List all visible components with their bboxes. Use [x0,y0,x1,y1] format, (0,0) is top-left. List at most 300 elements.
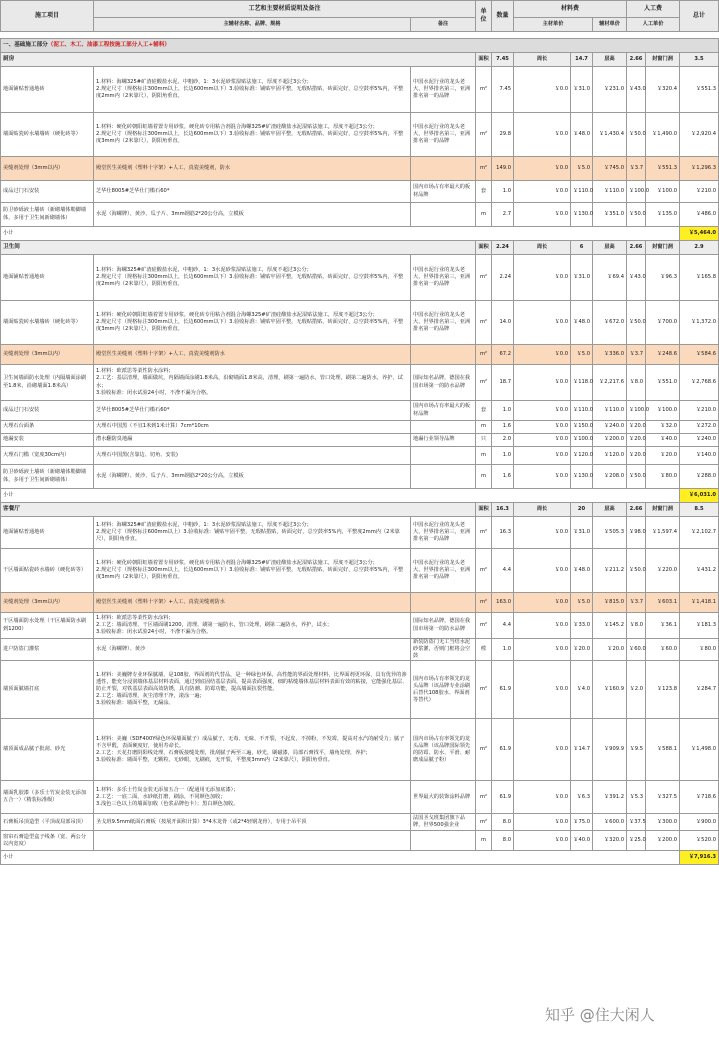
item-labor-price: ￥9.5 [627,719,646,781]
item-row [1,447,719,465]
header-project: 施工项目 [1,1,94,32]
item-qty: 61.9 [492,719,514,781]
item-labor-subtotal: ￥1,490.0 [646,113,680,157]
item-aux-price: ￥5.0 [571,157,593,181]
item-labor-price: ￥20.0 [627,447,646,465]
item-name: 窗帘石膏造型盒子线条（宽、两公分以内宽度） [1,831,94,851]
item-total: ￥210.0 [680,181,719,203]
room-perimeter-label: 周长 [514,53,571,67]
item-name: 地面铺贴普通地砖 [1,67,94,113]
item-row [1,517,719,549]
item-note [411,593,476,613]
item-name: 墙顶面腻墙打底 [1,661,94,719]
item-description: 1.材料：美巍牌专业环保腻墙，是108胶、界面剂的代替品，是一种绿色环保，高性能的界面处理材料，比界面剂更环保，具有优异的渗透性，能充分浸润墙体基层材料表面，通过到底固结基层表面，提高表面强度，细的粘缝墙体基层材料表面有效的粘接，它能强化基层、防止开裂，对铁基层表面高效防锈，具有防潮、防霉功能，提高墙面抗裂性能。 2.工艺：墙面清理，灰尘清理干净，滚涂一遍； 3.验收标准：墙面平整，无漏涂。 [94,661,411,719]
item-main-price: ￥0.0 [514,181,571,203]
item-total: ￥1,372.0 [680,301,719,345]
item-labor-subtotal: ￥36.1 [646,613,680,639]
item-labor-subtotal: ￥20.0 [646,447,680,465]
item-material-subtotal: ￥231.0 [593,67,627,113]
header-material-desc: 主辅材名称、品牌、规格 [94,18,411,32]
item-material-subtotal: ￥120.0 [593,447,627,465]
item-total: ￥1,296.3 [680,157,719,181]
item-labor-price: ￥50.0 [627,465,646,489]
item-labor-price: ￥20.0 [627,421,646,434]
item-unit: 只 [476,434,492,447]
room-height: 2.66 [627,503,646,517]
item-labor-price: ￥3.7 [627,593,646,613]
item-unit: m² [476,781,492,814]
item-unit: m [476,831,492,851]
item-main-price: ￥0.0 [514,814,571,831]
header-process: 工艺和主要材质说明及备注 [94,1,476,18]
item-aux-price: ￥5.0 [571,345,593,365]
item-row [1,549,719,593]
item-description: 1.材料：海螺325#矿渣硅酸盐水泥，中粗砂，1：3水泥砂浆湿贴法施工，厚度不超过3公分； 2.规定尺寸（规格标注600mm以上）3.验收标准：铺贴牢固平整，无瑕贴措贴，砖面完好，总空鼓率5%内，平整度2mm内（2米靠尺），阴阳角垂直。 [94,517,411,549]
item-name: 美缝剂处理（3mm以内） [1,593,94,613]
item-main-price: ￥0.0 [514,421,571,434]
item-description: 圣戈班9.5mm纸面石膏板（按展开面积计算）3*4木龙骨（或2*4轻钢龙骨），专用于吊平顶 [94,814,411,831]
item-labor-price: ￥50.0 [627,113,646,157]
room-subtotal-value: ￥7,916.3 [680,851,719,865]
item-qty: 16.3 [492,517,514,549]
room-height-label: 层高 [593,53,627,67]
item-labor-price: ￥3.7 [627,345,646,365]
item-material-subtotal: ￥208.0 [593,465,627,489]
item-labor-price: ￥60.0 [627,639,646,661]
room-name: 客餐厅 [1,503,476,517]
item-total: ￥165.8 [680,255,719,301]
room-perimeter-label: 周长 [514,503,571,517]
item-row [1,421,719,434]
item-qty: 1.6 [492,465,514,489]
item-note: 国内市场占有率最大的板材品牌 [411,181,476,203]
item-aux-price: ￥14.7 [571,719,593,781]
item-labor-subtotal: ￥200.0 [646,831,680,851]
item-qty: 18.7 [492,365,514,401]
item-unit: 樘 [476,639,492,661]
item-main-price: ￥0.0 [514,719,571,781]
item-labor-subtotal: ￥32.0 [646,421,680,434]
room-door: 3.5 [680,53,719,67]
item-main-price: ￥0.0 [514,465,571,489]
item-labor-subtotal: ￥123.8 [646,661,680,719]
item-aux-price: ￥48.0 [571,113,593,157]
item-labor-price: ￥25.0 [627,831,646,851]
item-description: 1.材料：海螺325#矿渣硅酸盐水泥，中粗砂，1：3水泥砂浆湿贴法施工，厚度不超过3公分； 2.规定尺寸（规格标注300mm以上，长边600mm以下）3.验收标准：铺贴牢固平整，无瑕贴措贴，砖面完好，总空鼓率5%内，平整度2mm内（2米靠尺），阴阳角垂直。 [94,255,411,301]
item-name: 墙面乳胶漆（多乐士竹炭金装无添加五合一）（精装标准级） [1,781,94,814]
item-unit: m² [476,549,492,593]
room-door-label: 封窗门洞 [646,53,680,67]
subtotal-label: 小计 [1,851,680,865]
room-subtotal-row [1,227,719,241]
watermark: 知乎 @住大闲人 [545,1006,655,1024]
item-qty: 2.24 [492,255,514,301]
room-subtotal-row [1,851,719,865]
room-door-label: 封窗门洞 [646,503,680,517]
item-unit: m² [476,113,492,157]
item-description: 1.材料：多乐士竹炭金装无添加五合一（配通用无添加底漆）； 2.工艺：一底二面，水砂纸打磨，刷涂，不同颜色加收； 3.浅色三色以上的墙面加收（色浆品牌色卡）；黑白颜色加收。 [94,781,411,814]
item-aux-price: ￥31.0 [571,67,593,113]
item-material-subtotal: ￥110.0 [593,181,627,203]
item-note: 中国水泥行业的龙头老大，世界排名第三，亚洲排名第一的品牌 [411,549,476,593]
item-labor-subtotal: ￥320.4 [646,67,680,113]
item-material-subtotal: ￥145.2 [593,613,627,639]
item-unit: m [476,447,492,465]
item-unit: m² [476,719,492,781]
item-material-subtotal: ￥351.0 [593,203,627,227]
room-header-row [1,53,719,67]
room-perimeter: 20 [571,503,593,517]
item-note: 新装防盗门无工当结水泥砂浆灌，否则门框将会空鼓 [411,639,476,661]
item-material-subtotal: ￥211.2 [593,549,627,593]
room-height-label: 层高 [593,241,627,255]
item-labor-subtotal: ￥60.0 [646,639,680,661]
item-total: ￥240.0 [680,434,719,447]
category-row [1,39,719,53]
item-row [1,113,719,157]
item-total: ￥288.0 [680,465,719,489]
item-labor-price: ￥50.0 [627,549,646,593]
item-total: ￥80.0 [680,639,719,661]
item-main-price: ￥0.0 [514,157,571,181]
item-labor-subtotal: ￥551.3 [646,157,680,181]
item-total: ￥140.0 [680,447,719,465]
item-description: 潜水翻防臭地漏 [94,434,411,447]
item-total: ￥584.6 [680,345,719,365]
item-row [1,401,719,421]
room-area: 7.45 [492,53,514,67]
item-labor-price: ￥20.0 [627,434,646,447]
item-qty: 2.0 [492,434,514,447]
item-unit: m² [476,157,492,181]
subtotal-label: 小计 [1,227,680,241]
header-aux-price: 辅材单价 [593,18,627,32]
item-unit: m² [476,365,492,401]
item-qty: 149.0 [492,157,514,181]
item-description: 1.材料：海螺325#矿渣硅酸盐水泥，中粗砂，1：3水泥砂浆湿贴法施工，厚度不超过3公分； 2.规定尺寸（规格标注300mm以上，长边600mm以下）3.验收标准：铺贴牢固平整，无瑕贴措贴，砖面完好，总空鼓率5%内，平整度2mm内（2米靠尺），阴阳角垂直。 [94,67,411,113]
room-area: 2.24 [492,241,514,255]
item-name: 防卫砂砾液土墙砖（新砌墙体勒脚墙体，多用于卫生间新砌墙体） [1,465,94,489]
item-qty: 8.0 [492,814,514,831]
item-total: ￥718.6 [680,781,719,814]
item-labor-price: ￥50.0 [627,301,646,345]
item-note [411,831,476,851]
item-unit: m [476,203,492,227]
item-labor-price: ￥43.0 [627,255,646,301]
item-description: 1.材料：硬化砖朝阳虹墙着置专用砂浆，硬化砖专用粘合剂混合海螺325#矿渣硅酸盐水泥湿贴法施工，厚度不超过3公分； 2.规定尺寸（规格标注300mm以上，长边600mm以下）3.验收标准：铺贴牢固平整，无瑕贴措贴，砖面完好，总空鼓率5%内，平整度3mm内（2米靠尺），阴阳角垂直。 [94,301,411,345]
item-total: ￥431.2 [680,549,719,593]
item-total: ￥486.0 [680,203,719,227]
item-aux-price: ￥120.0 [571,447,593,465]
item-aux-price: ￥31.0 [571,255,593,301]
item-description: 1.材料：欧派思等柔性防水涂料； 2.工艺：基层清理，墙面做坑，内隔墙面涂刷1.8米高，沿砌墙面1.8米高，清理，刷第一遍防水，管口处理，刷第二遍防水，养护，试水； 3.验收标准：闭水试验24小时，不滲不漏为合格。 [94,365,411,401]
item-total: ￥181.3 [680,613,719,639]
item-material-subtotal: ￥2,217.6 [593,365,627,401]
item-qty: 1.0 [492,181,514,203]
item-aux-price: ￥118.0 [571,365,593,401]
item-row [1,181,719,203]
item-labor-subtotal: ￥700.0 [646,301,680,345]
item-aux-price: ￥5.0 [571,593,593,613]
room-perimeter: 14.7 [571,53,593,67]
item-name: 大理石台面条 [1,421,94,434]
item-row [1,345,719,365]
item-description: 水泥（海螺牌）、黄沙、瓜子片、3mm钢筋2*20公分高，立模板 [94,465,411,489]
item-name: 成品过门石安装 [1,401,94,421]
item-material-subtotal: ￥815.0 [593,593,627,613]
item-note [411,157,476,181]
item-qty: 1.0 [492,447,514,465]
item-row [1,255,719,301]
item-qty: 8.0 [492,831,514,851]
item-note: 国际知名品牌，德国在我国市场第一的防水品牌 [411,365,476,401]
item-row [1,814,719,831]
item-total: ￥1,498.0 [680,719,719,781]
item-row [1,203,719,227]
item-note [411,345,476,365]
item-labor-subtotal: ￥96.3 [646,255,680,301]
item-unit: m² [476,67,492,113]
room-perimeter-label: 周长 [514,241,571,255]
item-labor-subtotal: ￥300.0 [646,814,680,831]
item-name: 大理石门槛（宽度30cm内） [1,447,94,465]
item-material-subtotal: ￥1,430.4 [593,113,627,157]
item-description: 殿堂医生美缝剂（塑料十字架）+人工，真瓷美缝剂防水 [94,593,411,613]
item-row [1,831,719,851]
room-subtotal-value: ￥6,031.0 [680,489,719,503]
room-door: 2.9 [680,241,719,255]
room-area: 16.3 [492,503,514,517]
item-qty: 1.0 [492,401,514,421]
item-aux-price: ￥110.0 [571,401,593,421]
item-unit: m² [476,345,492,365]
room-perimeter: 6 [571,241,593,255]
item-unit: m² [476,593,492,613]
item-row [1,613,719,639]
item-labor-subtotal: ￥100.0 [646,181,680,203]
item-material-subtotal: ￥672.0 [593,301,627,345]
item-aux-price: ￥75.0 [571,814,593,831]
item-description: 芝华仕8005#芝华仕门槛石60* [94,401,411,421]
item-main-price: ￥0.0 [514,517,571,549]
item-name: 墙面贴瓷砖水墙墙砖（硬化砖等） [1,301,94,345]
item-material-subtotal: ￥909.9 [593,719,627,781]
room-header-row [1,241,719,255]
item-main-price: ￥0.0 [514,661,571,719]
item-row [1,781,719,814]
item-material-subtotal: ￥320.0 [593,831,627,851]
item-labor-subtotal: ￥327.5 [646,781,680,814]
header-qty: 数量 [492,1,514,32]
item-note: 中国水泥行业的龙头老大，世界排名第三，亚洲排名第一的品牌 [411,517,476,549]
item-labor-subtotal: ￥603.1 [646,593,680,613]
category-note: （泥工、木工、油漆工程按施工部分人工+辅料） [47,41,170,48]
item-material-subtotal: ￥20.0 [593,639,627,661]
item-qty: 2.7 [492,203,514,227]
item-labor-price: ￥8.0 [627,613,646,639]
room-height: 2.66 [627,241,646,255]
room-height: 2.66 [627,53,646,67]
item-main-price: ￥0.0 [514,613,571,639]
item-material-subtotal: ￥69.4 [593,255,627,301]
item-description: 殿堂医生美缝剂（塑料十字架）+人工，真瓷美缝剂防水 [94,345,411,365]
item-note [411,447,476,465]
item-total: ￥900.0 [680,814,719,831]
item-total: ￥210.0 [680,401,719,421]
item-qty: 4.4 [492,613,514,639]
item-aux-price: ￥33.0 [571,613,593,639]
item-material-subtotal: ￥391.2 [593,781,627,814]
item-labor-price: ￥43.0 [627,67,646,113]
header-main-price: 主材单价 [514,18,593,32]
item-name: 成品过门石安装 [1,181,94,203]
item-note: 国内市场占有率领先的龙头品牌（该品牌国际领先的防霉、防水、平滑、耐磨成品腻子粉） [411,719,476,781]
item-name: 石膏板吊顶造型（平顶或局部吊顶） [1,814,94,831]
item-aux-price: ￥130.0 [571,203,593,227]
item-main-price: ￥0.0 [514,593,571,613]
item-labor-subtotal: ￥100.0 [646,401,680,421]
item-main-price: ￥0.0 [514,345,571,365]
item-name: 干区墙面防水处理（干区墙面防水刷到1200） [1,613,94,639]
item-name: 美缝剂处理（3mm以内） [1,157,94,181]
item-row [1,639,719,661]
item-name: 干区墙面贴瓷砖水墙砖（硬化砖等） [1,549,94,593]
item-row [1,465,719,489]
item-row [1,661,719,719]
item-labor-subtotal: ￥588.1 [646,719,680,781]
item-main-price: ￥0.0 [514,67,571,113]
item-description: 1.材料：硬化砖朝阳虹墙着置专用砂浆，硬化砖专用粘合剂混合海螺325#矿渣硅酸盐水泥湿贴法施工，厚度不超过3公分； 2.规定尺寸（规格标注300mm以上，长边600mm以下）3.验收标准：铺贴牢固平整，无瑕贴措贴，砖面完好，总空鼓率5%内，平整度3mm内（2米靠尺），阴阳角垂直。 [94,549,411,593]
item-labor-subtotal: ￥80.0 [646,465,680,489]
room-header-row [1,503,719,517]
item-main-price: ￥0.0 [514,831,571,851]
category-title: 一、基础施工部分 [3,41,48,48]
item-qty: 7.45 [492,67,514,113]
item-main-price: ￥0.0 [514,781,571,814]
item-material-subtotal: ￥745.0 [593,157,627,181]
header-unit: 单位 [476,1,492,32]
item-aux-price: ￥130.0 [571,465,593,489]
item-unit: 套 [476,181,492,203]
item-note [411,203,476,227]
item-description: 1.材料：硬化砖朝阳虹墙着置专用砂浆，硬化砖专用粘合剂混合海螺325#矿渣硅酸盐水泥湿贴法施工，厚度不超过3公分； 2.规定尺寸（规格标注300mm以上，长边600mm以下）3.验收标准：铺贴牢固平整，无瑕贴措贴，砖面完好，总空鼓率5%内，平整度3mm内（2米靠尺），阴阳角垂直。 [94,113,411,157]
item-main-price: ￥0.0 [514,255,571,301]
room-subtotal-value: ￥5,464.0 [680,227,719,241]
item-qty: 4.4 [492,549,514,593]
item-main-price: ￥0.0 [514,401,571,421]
item-note: 中国水泥行业的龙头老大，世界排名第三，亚洲排名第一的品牌 [411,67,476,113]
item-aux-price: ￥100.0 [571,434,593,447]
item-description: 芝华仕8005#芝华仕门槛石60* [94,181,411,203]
item-description: 1.材料：欧派思等柔性防水涂料； 2.工艺：墙面清理，干区墙面刷1200，清理，刷第一遍防水，管口处理，刷第二遍防水，养护，试水； 3.验收标准：闭水试验24小时，不滲不漏为合格。 [94,613,411,639]
item-aux-price: ￥4.0 [571,661,593,719]
item-note: 中国水泥行业的龙头老大，世界排名第三，亚洲排名第一的品牌 [411,301,476,345]
item-aux-price: ￥6.3 [571,781,593,814]
item-row [1,434,719,447]
item-qty: 67.2 [492,345,514,365]
item-name: 墙面贴瓷砖水墙墙砖（硬化砖等） [1,113,94,157]
item-description: 大理石中国黑(含靠边、切角、安装) [94,447,411,465]
item-aux-price: ￥150.0 [571,421,593,434]
header-total: 总计 [680,1,719,32]
item-total: ￥520.0 [680,831,719,851]
item-total: ￥284.7 [680,661,719,719]
item-row [1,719,719,781]
item-labor-subtotal: ￥1,597.4 [646,517,680,549]
item-main-price: ￥0.0 [514,113,571,157]
item-note: 法国圣戈班集团旗下品牌，世界500强企业 [411,814,476,831]
item-main-price: ￥0.0 [514,301,571,345]
item-note: 地漏行业领导品牌 [411,434,476,447]
room-door-label: 封窗门洞 [646,241,680,255]
item-material-subtotal: ￥160.9 [593,661,627,719]
item-main-price: ￥0.0 [514,447,571,465]
room-area-label: 面积 [476,53,492,67]
item-name: 防卫砂砾液土墙砖（新砌墙体勒脚墙体，多用于卫生间新砌墙体） [1,203,94,227]
item-note: 世界最大的装饰涂料品牌 [411,781,476,814]
item-qty: 163.0 [492,593,514,613]
item-row [1,593,719,613]
item-labor-subtotal: ￥248.6 [646,345,680,365]
item-qty: 1.6 [492,421,514,434]
item-unit: m [476,421,492,434]
item-aux-price: ￥20.0 [571,639,593,661]
item-labor-subtotal: ￥220.0 [646,549,680,593]
item-aux-price: ￥110.0 [571,181,593,203]
item-note: 国际知名品牌，德国在我国市场第一的防水品牌 [411,613,476,639]
item-main-price: ￥0.0 [514,434,571,447]
item-labor-subtotal: ￥551.0 [646,365,680,401]
item-description: 大理石中国黑（不宜1米到1米计算）7cm*10cm [94,421,411,434]
item-aux-price: ￥48.0 [571,301,593,345]
item-labor-price: ￥3.7 [627,157,646,181]
item-name: 卫生间墙面防水处理（内隔墙面涂刷至1.8米，沿砌墙面1.8米高） [1,365,94,401]
item-unit: m² [476,301,492,345]
item-name: 美缝剂处理（3mm以内） [1,345,94,365]
item-row [1,67,719,113]
item-aux-price: ￥48.0 [571,549,593,593]
item-material-subtotal: ￥600.0 [593,814,627,831]
item-total: ￥2,102.7 [680,517,719,549]
item-note [411,421,476,434]
item-total: ￥2,920.4 [680,113,719,157]
room-door: 8.5 [680,503,719,517]
item-material-subtotal: ￥505.3 [593,517,627,549]
item-name: 地面铺贴普通地砖 [1,517,94,549]
item-total: ￥272.0 [680,421,719,434]
item-qty: 14.0 [492,301,514,345]
item-labor-price: ￥100.0 [627,401,646,421]
item-note [411,465,476,489]
item-main-price: ￥0.0 [514,203,571,227]
item-unit: m² [476,814,492,831]
item-unit: m² [476,613,492,639]
item-name: 墙顶面成品腻子批刮、砂光 [1,719,94,781]
item-row [1,301,719,345]
item-description: 水泥（海螺牌）、黄沙、瓜子片、3mm钢筋2*20公分高，立模板 [94,203,411,227]
room-name: 卫生间 [1,241,476,255]
item-main-price: ￥0.0 [514,365,571,401]
header-labor-price: 人工单价 [627,18,680,32]
item-labor-price: ￥98.0 [627,517,646,549]
item-name: 进户防盗门灌浆 [1,639,94,661]
item-main-price: ￥0.0 [514,639,571,661]
item-unit: 套 [476,401,492,421]
item-unit: m [476,465,492,489]
item-unit: m² [476,255,492,301]
item-unit: m² [476,661,492,719]
item-qty: 29.8 [492,113,514,157]
